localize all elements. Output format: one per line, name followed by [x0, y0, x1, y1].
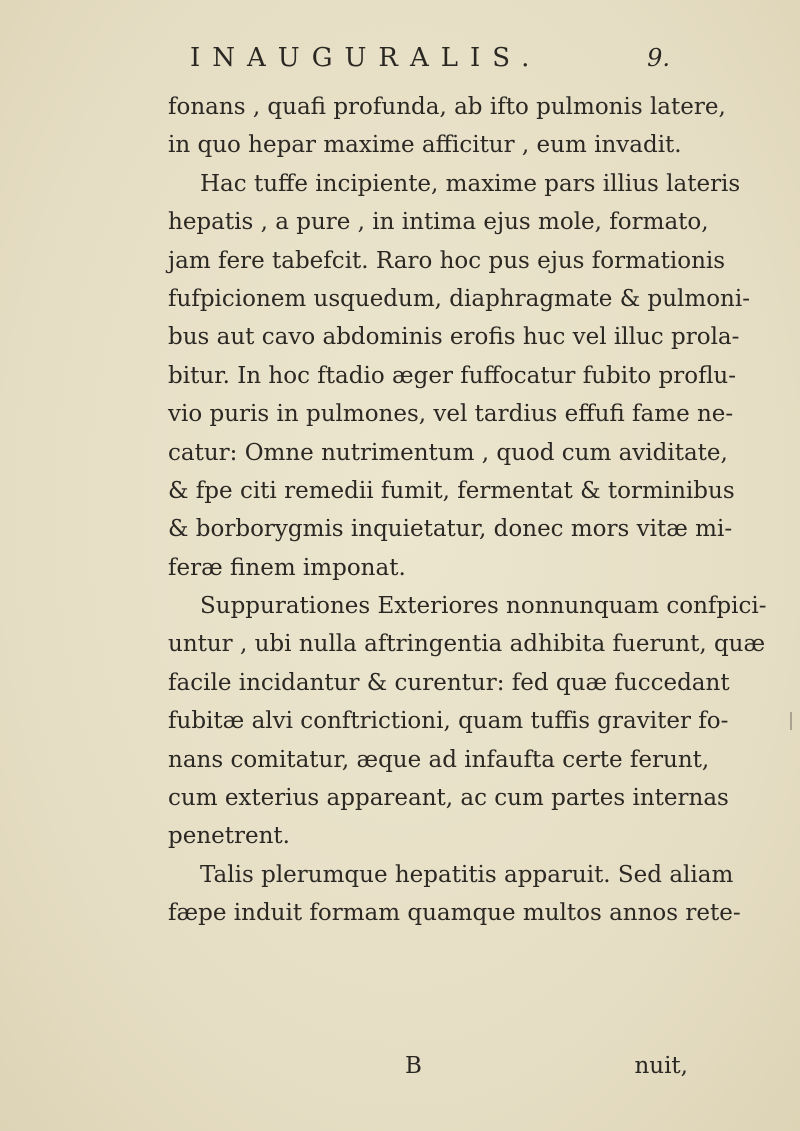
text-line-15: untur , ubi nulla aftringentia adhibita fuerunt, quæ: [168, 631, 766, 658]
text-line-4: hepatis , a pure , in intima ejus mole, formato,: [168, 209, 709, 236]
text-line-8: bitur. In hoc ftadio æger fuffocatur fubito proflu-: [168, 362, 737, 389]
signature-mark: B: [405, 1053, 422, 1079]
text-line-12: & borborygmis inquietatur, donec mors vitæ mi-: [168, 516, 733, 543]
text-line-3: Hac tuffe incipiente, maxime pars illius lateris: [200, 170, 741, 197]
text-line-14: Suppurationes Exteriores nonnunquam confpici-: [200, 593, 767, 620]
text-line-20: penetrent.: [168, 823, 290, 850]
text-line-22: fæpe induit formam quamque multos annos retе-: [168, 900, 741, 927]
text-line-13: feræ finem imponat.: [168, 554, 406, 581]
body-text: [168, 88, 767, 933]
text-line-7: bus aut cavo abdominis erofis huc vel illuc prola-: [168, 324, 740, 351]
page-number: 9.: [647, 44, 670, 72]
running-title: INAUGURALIS.: [190, 43, 542, 73]
text-line-1: fonans , quafi profunda, ab ifto pulmonis latere,: [168, 94, 726, 120]
catchword: nuit,: [634, 1053, 688, 1079]
text-line-6: fufpicionem usquedum, diaphragmate & pulmoni-: [168, 285, 750, 312]
text-line-21: Talis plerumque hepatitis apparuit. Sed aliam: [200, 861, 734, 888]
text-line-18: nans comitatur, æque ad infaufta certe ferunt,: [168, 746, 710, 773]
running-header: [190, 38, 670, 78]
margin-mark: [790, 712, 792, 730]
text-line-5: jam fere tabefcit. Raro hoc pus ejus formationis: [168, 247, 726, 274]
text-line-2: in quo hepar maxime afficitur , eum invadit.: [168, 132, 682, 159]
text-line-19: cum exterius appareant, ac cum partes internas: [168, 785, 729, 812]
text-line-17: fubitæ alvi conftrictioni, quam tuffis graviter fo-: [168, 708, 729, 735]
text-line-10: catur: Omne nutrimentum , quod cum aviditate,: [168, 439, 728, 466]
page-footer: [168, 1047, 688, 1085]
text-line-16: facile incidantur & curentur: fed quæ fuccedant: [168, 669, 730, 696]
text-line-11: & fpe citi remedii fumit, fermentat & torminibus: [168, 477, 735, 504]
text-line-9: vio puris in pulmones, vel tardius effufi fame ne-: [168, 401, 734, 428]
